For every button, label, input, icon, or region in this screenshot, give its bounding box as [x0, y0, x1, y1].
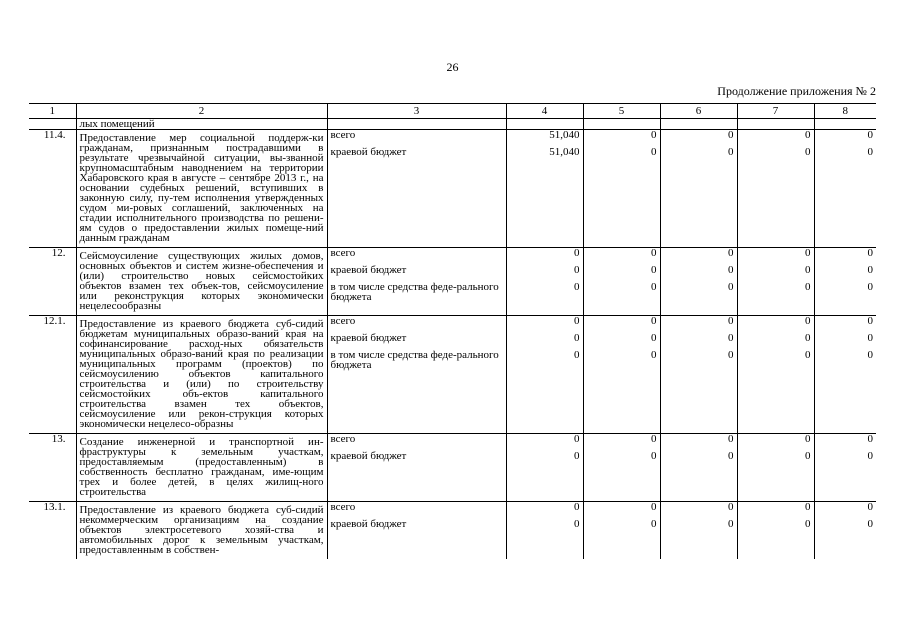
appendix-label: Продолжение приложения № 2 — [717, 84, 876, 98]
row-number — [29, 119, 76, 130]
value-cell: 0 — [574, 349, 580, 361]
value-cell: 0 — [728, 349, 734, 361]
table-row — [29, 502, 876, 560]
source-label: краевой бюджет — [330, 518, 407, 530]
budget-table — [29, 103, 876, 559]
value-cell: 0 — [805, 349, 811, 361]
value-cell: 0 — [728, 247, 734, 259]
value-cell: 0 — [728, 450, 734, 462]
value-cell: 0 — [728, 518, 734, 530]
header-cell: 2 — [76, 104, 327, 119]
row-number: 12. — [29, 248, 76, 316]
row-number: 11.4. — [29, 130, 76, 248]
value-cell: 0 — [728, 315, 734, 327]
value-cell: 0 — [867, 264, 873, 276]
value-cell: 0 — [805, 433, 811, 445]
header-cell: 7 — [737, 104, 814, 119]
value-cell: 0 — [805, 281, 811, 293]
header-cell: 6 — [660, 104, 737, 119]
value-cell: 0 — [805, 264, 811, 276]
source-label: всего — [330, 501, 356, 513]
value-cell: 0 — [805, 501, 811, 513]
header-row — [29, 104, 876, 119]
source-label: всего — [330, 247, 356, 259]
source-label: краевой бюджет — [330, 146, 407, 158]
value-cell: 0 — [867, 349, 873, 361]
value-cell: 51,040 — [549, 146, 580, 158]
table-row — [29, 248, 876, 316]
value-cell: 0 — [867, 129, 873, 141]
value-cell: 0 — [728, 433, 734, 445]
value-cell: 51,040 — [549, 129, 580, 141]
value-cell: 0 — [651, 332, 657, 344]
value-cell: 0 — [574, 264, 580, 276]
value-cell: 0 — [805, 332, 811, 344]
row-number: 13.1. — [43, 501, 66, 513]
header-cell: 5 — [583, 104, 660, 119]
value-cell: 0 — [574, 518, 580, 530]
value-cell: 0 — [867, 281, 873, 293]
value-cell: 0 — [574, 501, 580, 513]
source-label: всего — [330, 129, 356, 141]
value-cell: 0 — [867, 146, 873, 158]
row-description: Создание инженерной и транспортной ин-фраструктуры к земельным участкам, предоставляемым (предоставленным) в собственность бесплатно гражданам, име-ющим трех и более детей, в целях жилищ-ного строительства — [76, 434, 327, 502]
value-cell: 0 — [805, 129, 811, 141]
source-label: краевой бюджет — [330, 264, 407, 276]
row-description: Предоставление мер социальной поддерж-ки гражданам, признанным пострадавшими в результате чрезвычайной ситуации, вы-званной крупномасштабным наводнением на территории Хабаровского края в августе – сентябре 2013 г., на основании судебных решений, вступивших в законную силу, пу-тем исполнения утвержденных судом ми-ровых соглашений, заключенных на стадии исполнительного производства по решени-ям судов о предоставлении жилых помеще-ний данным гражданам — [76, 130, 327, 248]
value-cell: 0 — [651, 315, 657, 327]
page-number: 26 — [446, 60, 459, 74]
value-cell: 0 — [805, 315, 811, 327]
source-label: всего — [330, 315, 356, 327]
table-row — [29, 434, 876, 502]
value-cell: 0 — [651, 501, 657, 513]
value-cell: 0 — [574, 433, 580, 445]
value-cell: 0 — [574, 281, 580, 293]
value-cell: 0 — [805, 450, 811, 462]
value-cell: 0 — [574, 332, 580, 344]
value-cell: 0 — [728, 264, 734, 276]
value-cell: 0 — [651, 349, 657, 361]
value-cell: 0 — [728, 146, 734, 158]
row-description: лых помещений — [76, 119, 327, 130]
value-cell: 0 — [805, 146, 811, 158]
value-cell: 0 — [574, 450, 580, 462]
header-cell: 1 — [29, 104, 76, 119]
value-cell: 0 — [574, 315, 580, 327]
value-cell: 0 — [651, 450, 657, 462]
value-cell: 0 — [728, 501, 734, 513]
value-cell: 0 — [651, 433, 657, 445]
source-label: краевой бюджет — [330, 450, 407, 462]
value-cell: 0 — [651, 129, 657, 141]
value-cell: 0 — [651, 518, 657, 530]
header-cell: 8 — [814, 104, 876, 119]
value-cell: 0 — [805, 518, 811, 530]
value-cell: 0 — [867, 315, 873, 327]
source-label: всего — [330, 433, 356, 445]
value-cell: 0 — [651, 281, 657, 293]
value-cell: 0 — [574, 247, 580, 259]
value-cell: 0 — [651, 146, 657, 158]
value-cell: 0 — [867, 501, 873, 513]
value-cell: 0 — [867, 433, 873, 445]
value-cell: 0 — [728, 129, 734, 141]
row-number: 13. — [29, 434, 76, 502]
header-cell: 4 — [506, 104, 583, 119]
value-cell: 0 — [867, 450, 873, 462]
value-cell: 0 — [728, 281, 734, 293]
row-description: Сейсмоусиление существующих жилых домов, основных объектов и систем жизне-обеспечения и (или) строительство новых сейсмостойких объектов взамен тех объек-тов, сейсмоусиление или реконструкция которых экономически нецелесообразны — [76, 248, 327, 316]
value-cell: 0 — [867, 518, 873, 530]
table-row — [29, 119, 876, 130]
value-cell: 0 — [651, 264, 657, 276]
table-row — [29, 316, 876, 434]
value-cell: 0 — [728, 332, 734, 344]
value-cell: 0 — [867, 247, 873, 259]
row-description: Предоставление из краевого бюджета суб-сидий некоммерческим организациям на создание объектов электросетевого хозяй-ства и автомобильных дорог к земельным участкам, предоставленным в собствен- — [76, 502, 327, 560]
value-cell: 0 — [805, 247, 811, 259]
source-label: краевой бюджет — [330, 332, 407, 344]
source-label: в том числе средства феде-рального бюджета — [330, 281, 499, 303]
row-description: Предоставление из краевого бюджета суб-сидий бюджетам муниципальных образо-ваний края на софинансирование расход-ных обязательств муниципальных образо-ваний края по реализации муниципальных программ (проектов) по сейсмоусилению объектов капитального строительства и (или) по строительству сейсмостойких объ-ектов капитального строительства взамен тех объектов, сейсмоусиление или рекон-струкция которых экономически нецелесо-образны — [76, 316, 327, 434]
header-cell: 3 — [327, 104, 506, 119]
value-cell: 0 — [867, 332, 873, 344]
value-cell: 0 — [651, 247, 657, 259]
source-label: в том числе средства феде-рального бюджета — [330, 349, 499, 371]
row-number: 12.1. — [29, 316, 76, 434]
table-row — [29, 130, 876, 248]
